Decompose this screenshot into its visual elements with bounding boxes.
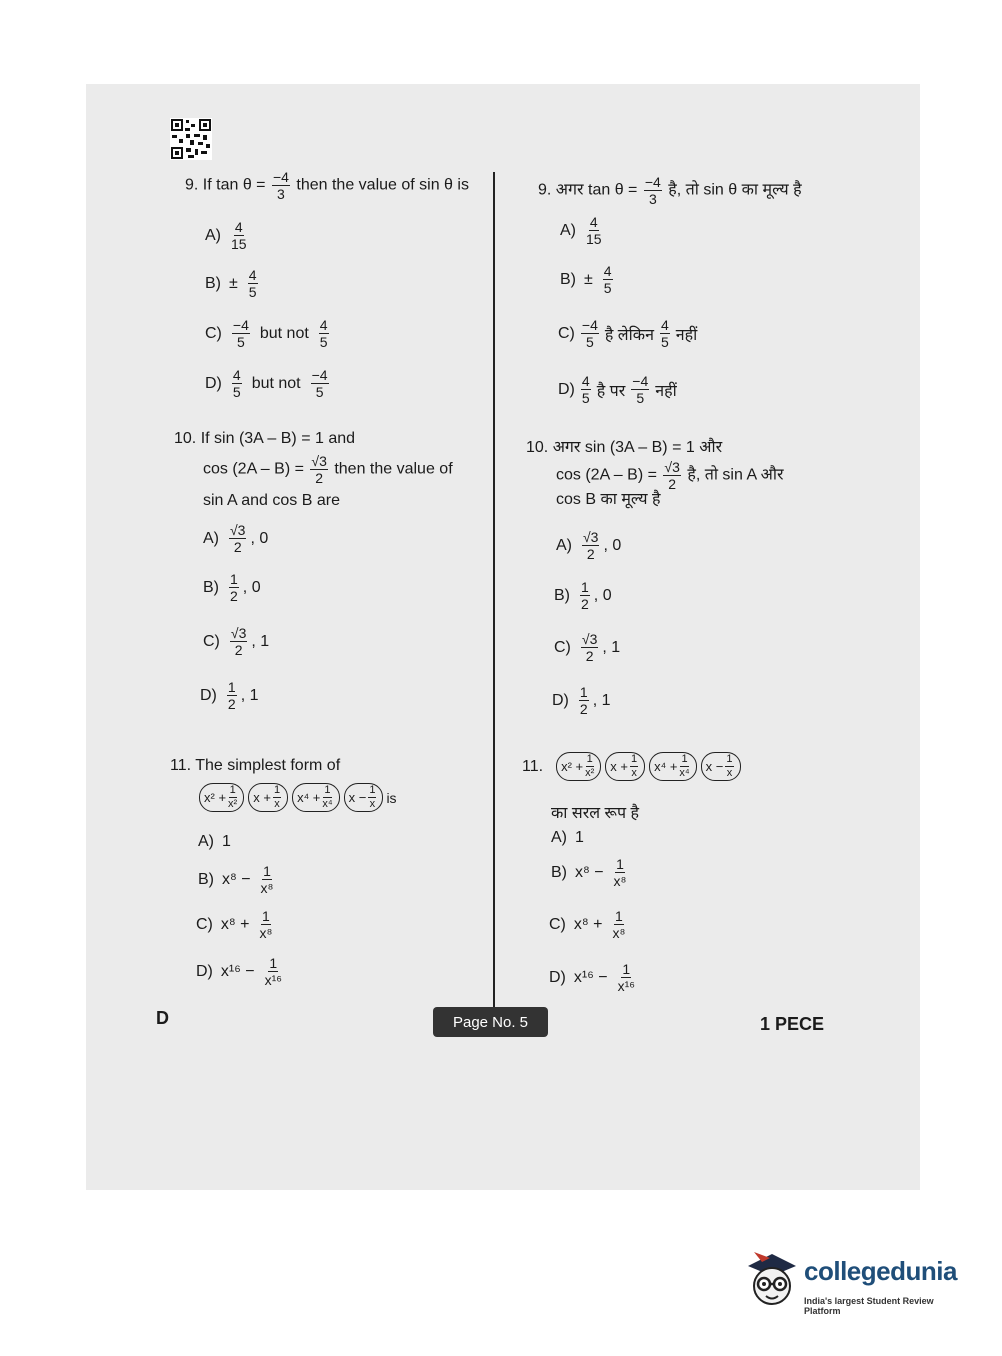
numerator: −4 (272, 169, 289, 185)
term: x⁴ + (654, 759, 678, 774)
option-value: x⁸ + (573, 915, 603, 933)
numerator: 4 (660, 317, 669, 333)
question-text: अगर tan θ = (555, 181, 638, 199)
numerator: 4 (603, 263, 612, 279)
fraction (679, 754, 689, 779)
option-label: C) (558, 324, 575, 342)
option-value: x¹⁶ − (220, 962, 255, 980)
fraction (272, 170, 290, 201)
denominator: x² (585, 767, 595, 779)
option-text: , 1 (602, 638, 621, 656)
option-text: है पर (596, 382, 626, 400)
question-10-en-line2 (203, 454, 453, 485)
denominator: x⁸ (612, 925, 626, 941)
fraction (660, 318, 670, 349)
option-a (560, 215, 604, 246)
option-c (558, 318, 697, 349)
numerator: 1 (261, 908, 270, 924)
fraction (273, 785, 281, 810)
option-d (196, 956, 284, 987)
denominator: 5 (660, 334, 669, 350)
option-a (203, 523, 268, 554)
numerator: √3 (230, 522, 246, 538)
denominator: x⁴ (679, 767, 690, 779)
question-text: है, तो sin θ का मूल्य है (668, 181, 802, 199)
fraction (603, 264, 613, 295)
denominator: 2 (668, 476, 677, 492)
option-b (551, 857, 628, 888)
question-text: then the value of (334, 460, 453, 478)
numerator: 1 (681, 753, 688, 765)
question-text: then the value of sin θ is (296, 176, 469, 194)
numerator: 1 (369, 784, 376, 796)
numerator: √3 (583, 529, 599, 545)
denominator: x⁸ (613, 873, 627, 889)
fraction (585, 754, 594, 779)
denominator: 5 (636, 390, 645, 406)
option-text: , 1 (240, 686, 259, 704)
fraction (586, 215, 602, 246)
collegedunia-logo (742, 1248, 972, 1318)
denominator: 5 (581, 390, 590, 406)
numerator: 1 (230, 571, 238, 587)
question-10-en-line3: sin A and cos B are (203, 492, 340, 509)
numerator: 1 (229, 784, 236, 796)
option-label: A) (551, 829, 567, 846)
question-11-hi (522, 752, 742, 781)
option-label: C) (203, 632, 220, 650)
term: x − (348, 790, 367, 805)
fraction (248, 268, 258, 299)
option-label: B) (203, 578, 219, 596)
option-d (205, 368, 331, 399)
numerator: √3 (664, 459, 680, 475)
term: x + (610, 759, 628, 774)
fraction (310, 454, 327, 485)
option-b (560, 264, 615, 295)
fraction (581, 374, 591, 405)
denominator: x² (228, 798, 238, 810)
fraction (612, 909, 625, 940)
factor (649, 752, 697, 781)
numerator: 1 (273, 784, 281, 796)
plus-minus: ± (584, 270, 593, 288)
option-label: A) (556, 536, 572, 554)
option-label: D) (200, 686, 217, 704)
denominator: 5 (585, 334, 594, 350)
option-text: , 0 (250, 529, 269, 547)
option-label: C) (196, 915, 213, 933)
option-label: D) (552, 691, 569, 709)
factor (556, 752, 601, 781)
denominator: x⁸ (259, 925, 273, 941)
fraction (614, 857, 627, 888)
numerator: 4 (234, 219, 243, 235)
denominator: 5 (603, 280, 612, 296)
denominator: 5 (319, 334, 328, 350)
numerator: 1 (269, 955, 278, 971)
fraction (663, 460, 680, 491)
fraction (581, 318, 599, 349)
option-c (549, 909, 627, 940)
numerator: −4 (311, 367, 328, 383)
numerator: √3 (581, 631, 598, 647)
option-text: , 0 (603, 536, 622, 554)
option-value: x¹⁶ − (573, 968, 608, 986)
denominator: 3 (648, 191, 657, 207)
fraction (580, 580, 590, 611)
fraction (261, 864, 274, 895)
fraction (230, 626, 247, 657)
fraction (228, 785, 237, 810)
fraction (631, 374, 649, 405)
fraction (232, 318, 250, 349)
question-10-hi-line3: cos B का मूल्य है (556, 491, 661, 508)
numerator: 1 (631, 753, 638, 765)
numerator: 1 (616, 856, 624, 872)
question-text: है, तो sin A और (687, 466, 784, 484)
denominator: 3 (277, 186, 285, 202)
fraction (229, 572, 239, 603)
numerator: 1 (579, 684, 588, 700)
fraction (265, 956, 282, 987)
option-a (205, 220, 249, 251)
column-divider (493, 172, 495, 1007)
question-text: If tan θ = (202, 176, 266, 194)
option-label: A) (560, 221, 576, 239)
fraction (322, 785, 332, 810)
option-text: , 0 (593, 586, 612, 604)
numerator: 4 (589, 214, 598, 230)
option-d (558, 374, 677, 405)
option-label: B) (551, 863, 567, 881)
denominator: x¹⁶ (617, 978, 636, 994)
option-label: D) (549, 968, 566, 986)
option-label: B) (205, 274, 221, 292)
question-text: cos (2A – B) = (203, 460, 304, 478)
numerator: −4 (632, 373, 649, 389)
fraction (227, 680, 237, 711)
option-value: x⁸ − (575, 863, 604, 881)
question-text: If sin (3A – B) = 1 and (200, 430, 356, 447)
option-text: , 0 (242, 578, 261, 596)
option-label: C) (205, 324, 222, 342)
option-label: B) (554, 586, 570, 604)
denominator: 2 (579, 701, 588, 717)
option-text: , 1 (592, 691, 611, 709)
numerator: 1 (263, 863, 271, 879)
option-a (551, 829, 584, 847)
option-label: D) (196, 962, 213, 980)
denominator: x⁴ (322, 798, 333, 810)
plus-minus: ± (229, 274, 238, 292)
denominator: 2 (233, 539, 242, 555)
option-label: A) (198, 833, 214, 850)
question-number: 10. (174, 430, 197, 447)
option-value: 1 (222, 833, 231, 850)
option-a (556, 530, 621, 561)
question-set-label: D (156, 1008, 169, 1028)
factor (344, 783, 384, 812)
option-c (205, 318, 331, 349)
fraction (232, 368, 242, 399)
denominator: 2 (230, 588, 238, 604)
factor (248, 783, 288, 812)
question-9-hi (538, 175, 802, 206)
denominator: x (274, 798, 280, 810)
numerator: 1 (726, 753, 733, 765)
numerator: 1 (586, 753, 593, 765)
term: x² + (204, 790, 227, 805)
option-text: नहीं (675, 326, 698, 344)
question-number: 11. (170, 757, 192, 774)
option-d (200, 680, 258, 711)
question-number: 9. (538, 181, 552, 199)
denominator: 2 (315, 470, 324, 486)
fraction (231, 220, 247, 251)
question-text: is (386, 789, 397, 806)
numerator: 1 (614, 908, 623, 924)
fraction (259, 909, 272, 940)
option-label: A) (203, 529, 219, 547)
denominator: 5 (248, 284, 257, 300)
option-b (198, 864, 275, 895)
paper-code: 1 PECE (760, 1014, 825, 1034)
mascot-icon (742, 1248, 802, 1310)
denominator: x (369, 798, 376, 810)
question-10-en (174, 430, 355, 448)
numerator: −4 (232, 317, 249, 333)
expression (198, 783, 397, 812)
option-text: , 1 (251, 632, 270, 650)
factor (605, 752, 645, 781)
option-label: C) (549, 915, 566, 933)
question-11-en (170, 757, 340, 775)
option-c (554, 632, 620, 663)
question-10-hi (526, 435, 722, 457)
qr-code-icon (170, 118, 212, 160)
denominator: x¹⁶ (264, 972, 283, 988)
option-text: नहीं (655, 382, 677, 400)
fraction (579, 685, 589, 716)
option-value: x⁸ − (222, 870, 251, 888)
question-text: The simplest form of (195, 757, 341, 774)
denominator: 2 (585, 648, 594, 664)
option-a (198, 833, 231, 851)
option-label: D) (205, 374, 222, 392)
question-text: cos (2A – B) = (556, 466, 657, 484)
question-number: 11. (522, 757, 544, 775)
factor (292, 783, 340, 812)
numerator: √3 (230, 625, 247, 641)
question-number: 10. (526, 439, 549, 456)
option-b (554, 580, 612, 611)
option-b (203, 572, 261, 603)
numerator: √3 (311, 453, 327, 469)
question-number: 9. (185, 176, 199, 194)
option-d (552, 685, 610, 716)
option-d (549, 962, 637, 993)
factor (199, 783, 244, 812)
numerator: 1 (324, 784, 331, 796)
denominator: 15 (586, 231, 602, 247)
fraction (618, 962, 635, 993)
term: x + (253, 790, 271, 805)
option-label: B) (560, 270, 576, 288)
option-label: C) (554, 638, 571, 656)
option-text: but not (251, 374, 301, 392)
option-text: है लेकिन (604, 326, 654, 344)
numerator: 4 (232, 367, 241, 383)
fraction (725, 754, 733, 779)
option-text: but not (259, 324, 309, 342)
numerator: 4 (248, 267, 257, 283)
numerator: 1 (622, 961, 631, 977)
fraction (630, 754, 638, 779)
option-label: A) (205, 226, 221, 244)
denominator: x (726, 767, 733, 779)
fraction (311, 368, 329, 399)
fraction (644, 175, 662, 206)
fraction (368, 785, 376, 810)
fraction (229, 523, 246, 554)
denominator: 2 (586, 546, 595, 562)
option-label: D) (558, 380, 575, 398)
fraction (582, 530, 599, 561)
term: x⁴ + (297, 790, 321, 805)
question-11-hi-line2: का सरल रूप है (551, 805, 639, 822)
option-value: x⁸ + (220, 915, 250, 933)
denominator: 2 (234, 642, 243, 658)
factor (701, 752, 741, 781)
denominator: x⁸ (260, 880, 274, 896)
fraction (581, 632, 598, 663)
numerator: −4 (644, 174, 661, 190)
denominator: 15 (231, 236, 247, 252)
denominator: 2 (227, 696, 236, 712)
denominator: 5 (232, 384, 241, 400)
option-c (196, 909, 274, 940)
brand-tagline: India's largest Student Review Platform (804, 1296, 934, 1316)
numerator: 1 (581, 579, 589, 595)
option-label: B) (198, 870, 214, 888)
numerator: 4 (581, 373, 590, 389)
denominator: 5 (315, 384, 324, 400)
denominator: x (631, 767, 637, 779)
denominator: 5 (236, 334, 245, 350)
numerator: −4 (581, 317, 598, 333)
option-c (203, 626, 269, 657)
question-9-en (185, 170, 469, 201)
brand-name: collegedunia (804, 1256, 957, 1286)
option-b (205, 268, 260, 299)
denominator: 2 (581, 596, 589, 612)
term: x − (705, 759, 724, 774)
numerator: 1 (227, 679, 236, 695)
numerator: 4 (319, 317, 328, 333)
term: x² + (561, 759, 584, 774)
page-number-badge: Page No. 5 (433, 1007, 548, 1037)
question-text: अगर sin (3A – B) = 1 और (552, 439, 723, 456)
option-value: 1 (575, 829, 584, 846)
fraction (319, 318, 329, 349)
